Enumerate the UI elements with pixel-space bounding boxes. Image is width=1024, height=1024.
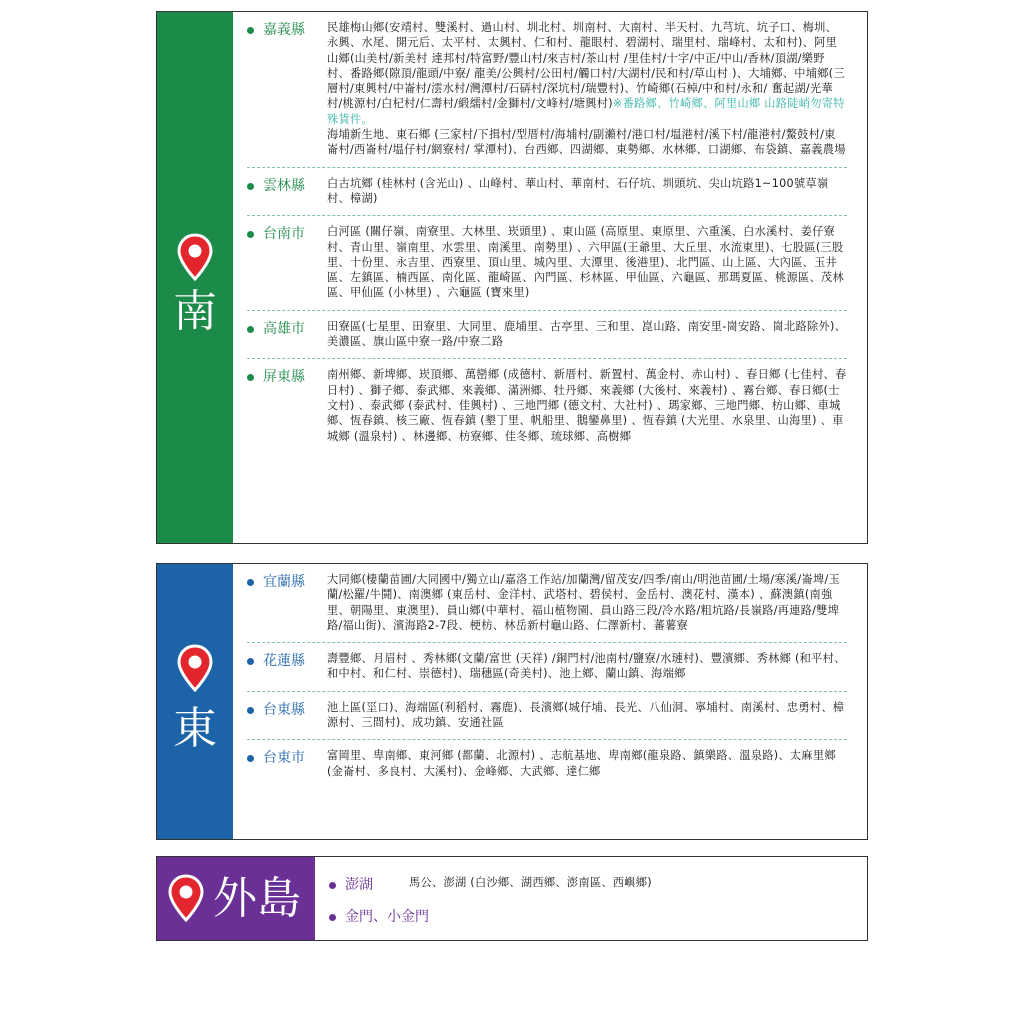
bullet-icon xyxy=(247,326,254,333)
county-name: 高雄市 xyxy=(263,320,305,337)
area-text: 壽豐鄉、月眉村 、秀林鄉(文蘭/富世 (天祥) /銅門村/池南村/鹽寮/水璉村)、豐濱鄉、秀林鄉 (和平村、和中村、和仁村、崇德村)、瑞穗區(奇美村)、池上鄉、蘭山鎮、海端鄉 xyxy=(327,652,846,681)
south-region-panel xyxy=(156,11,868,544)
location-pin-icon xyxy=(176,644,214,692)
county-name: 屏東縣 xyxy=(263,369,305,386)
list-item xyxy=(247,168,847,217)
region-label: 南 xyxy=(173,286,217,337)
area-text: 白河區 (關仔嶺、南寮里、大林里、崁頭里) 、東山區 (高原里、東原里、六重溪、白水溪村、姜仔寮村、青山里、嶺南里、水雲里、南溪里、南勢里) 、六甲區(王爺里、大丘里、水流東里)、七股區(三股里、十份里、永吉里、西寮里、頂山里、城內里、大潭里、後港里)、北門區、山上區、大內區、玉井區、左鎮區、楠西區、南化區、龍崎區、內門區、杉林區、甲仙區、六龜區、那瑪夏區、桃源區、茂林區、甲仙區 (小林里) 、六龜區 (寶來里) xyxy=(327,225,844,300)
bullet-icon xyxy=(247,231,254,238)
bullet-icon xyxy=(247,579,254,586)
area-text: 池上區(坙口)、海端區(利稻村、霧鹿)、長濱鄉(城仔埔、長光、八仙洞、寧埔村、南溪村、忠勇村、樟源村、三間村)、成功鎮、安通社區 xyxy=(327,700,845,730)
south-region-list xyxy=(233,12,867,543)
location-pin-icon xyxy=(167,874,205,922)
area-note: ※番路鄉、竹崎鄉、阿里山鄉 山路陡峭勿寄特殊貨件。 xyxy=(327,97,845,126)
list-item xyxy=(247,692,847,741)
county-name: 澎湖 xyxy=(345,877,373,893)
list-item xyxy=(329,871,847,903)
area-text: 馬公、澎湖 (白沙鄉、湖西鄉、澎南區、西嶼鄉) xyxy=(409,876,652,889)
area-text: 富岡里、卑南鄉、東河鄉 (都蘭、北源村) 、志航基地、卑南鄉(龍泉路、鎮樂路、溫泉路)、太麻里鄉(金崙村、多良村、大溪村)、金峰鄉、大武鄉、達仁鄉 xyxy=(327,749,836,778)
list-item xyxy=(247,740,847,788)
islands-region-list xyxy=(315,857,867,940)
bullet-icon xyxy=(247,27,254,34)
area-text: 白古坑鄉 (桂林村 (含光山) 、山峰村、華山村、華南村、石仔坑、圳頭坑、尖山坑路1~100號草嶺村、樟湖) xyxy=(327,176,829,205)
bullet-icon xyxy=(329,914,336,921)
county-name: 花蓮縣 xyxy=(263,653,305,670)
bullet-icon xyxy=(247,755,254,762)
list-item xyxy=(247,12,847,168)
islands-region-sidebar xyxy=(157,857,315,940)
bullet-icon xyxy=(247,183,254,190)
area-list xyxy=(327,20,847,158)
area-text: 民雄梅山鄉(安靖村、雙溪村、過山村、圳北村、圳南村、大南村、半天村、九芎坑、坑子口、梅圳、永興、水尾、開元后、太平村、太興村、仁和村、龍眼村、碧湖村、瑞里村、瑞峰村、太和村)、阿里山鄉(山美村/新美村 達邦村/特富野/豐山村/來吉村/茶山村 /里佳村/十字/中正/中山/香林/頂湖/樂野村、番路鄉(隙頂/龍頭/中寮/ 龍美/公興村/公田村/觸口村/大湖村/民和村/草山村 )、大埔鄉、中埔鄉(三層村/東興村/中崙村/澐水村/灣潭村/石硦村/深坑村/瑞豐村)、竹崎鄉(石棹/中和村/永和/ 奮起湖/光華村/桃源村/白杞村/仁壽村/緞繻村/金獅村/文峰村/塘興村) xyxy=(327,21,845,111)
area-text: 大同鄉(棲蘭苗圃/大同國中/獨立山/嘉洛工作站/加蘭灣/留茂安/四季/南山/明池苗圃/土場/寒溪/崙埤/玉蘭/松羅/牛鬪)、南澳鄉 (東岳村、金洋村、武塔村、碧侯村、金岳村、澳花村、漢本) 、蘇澳鎮(南強里、朝陽里、東澳里)、員山鄉(中華村、福山植物園、員山路三段/冷水路/粗坑路/長嶺路/再連路/雙埤路/福山街)、濱海路2-7段、梗枋、林岳新村龜山路、仁澤新村、蕃薯寮 xyxy=(327,573,840,632)
area-text: 南州鄉、新埤鄉、崁頂鄉、萬巒鄉 (成德村、新厝村、新置村、萬金村、赤山村) 、春日鄉 (七佳村、春日村) 、獅子鄉、泰武鄉、來義鄉、滿洲鄉、牡丹鄉、來義鄉 (大後村、來義村) 、霧台鄉、春日鄉(士文村) 、泰武鄉 (泰武村、佳興村) 、三地門鄉 (德文村、大社村) 、瑪家鄉、三地門鄉、枋山鄉、車城鄉、恆春鎮、核三廠、恆春鎮 (墾丁里、帆船里、鵝鑾鼻里) 、恆春鎮 (大光里、水泉里、山海里) 、車城鄉 (溫泉村) 、林邊鄉、枋寮鄉、佳冬鄉、琉球鄉、高樹鄉 xyxy=(327,368,847,443)
east-region-panel xyxy=(156,563,868,840)
list-item xyxy=(247,643,847,692)
county-name: 金門、小金門 xyxy=(345,909,429,925)
bullet-icon xyxy=(247,658,254,665)
bullet-icon xyxy=(329,882,336,889)
list-item xyxy=(247,311,847,360)
county-name: 台東市 xyxy=(263,750,305,767)
region-label: 外島 xyxy=(213,873,301,924)
list-item xyxy=(329,903,847,935)
county-name: 台南市 xyxy=(263,226,305,243)
area-text: 田寮區(七星里、田寮里、大同里、鹿埔里、古亭里、三和里、崑山路、南安里-崗安路、崗北路除外)、美濃區、旗山區中寮一路/中寮二路 xyxy=(327,319,847,349)
bullet-icon xyxy=(247,707,254,714)
county-name: 嘉義縣 xyxy=(263,22,305,38)
east-region-list xyxy=(233,564,867,839)
county-name: 雲林縣 xyxy=(263,177,305,194)
location-pin-icon xyxy=(176,233,214,281)
county-name: 宜蘭縣 xyxy=(263,574,305,590)
area-text-2: 海埔新生地、東石鄉 (三家村/下揖村/型厝村/海埔村/副瀨村/港口村/塭港村/溪下村/龍港村/鰲鼓村/東崙村/西崙村/塭仔村/網寮村/ 掌潭村)、台西鄉、四湖鄉、東勢鄉、水林鄉、口湖鄉、布袋鎮、嘉義農場 xyxy=(327,128,846,157)
east-region-sidebar xyxy=(157,564,233,839)
region-label: 東 xyxy=(173,703,217,754)
south-region-sidebar xyxy=(157,12,233,543)
county-name: 台東縣 xyxy=(263,701,305,718)
list-item xyxy=(247,216,847,310)
list-item xyxy=(247,564,847,643)
list-item xyxy=(247,359,847,452)
bullet-icon xyxy=(247,374,254,381)
islands-region-panel xyxy=(156,856,868,941)
